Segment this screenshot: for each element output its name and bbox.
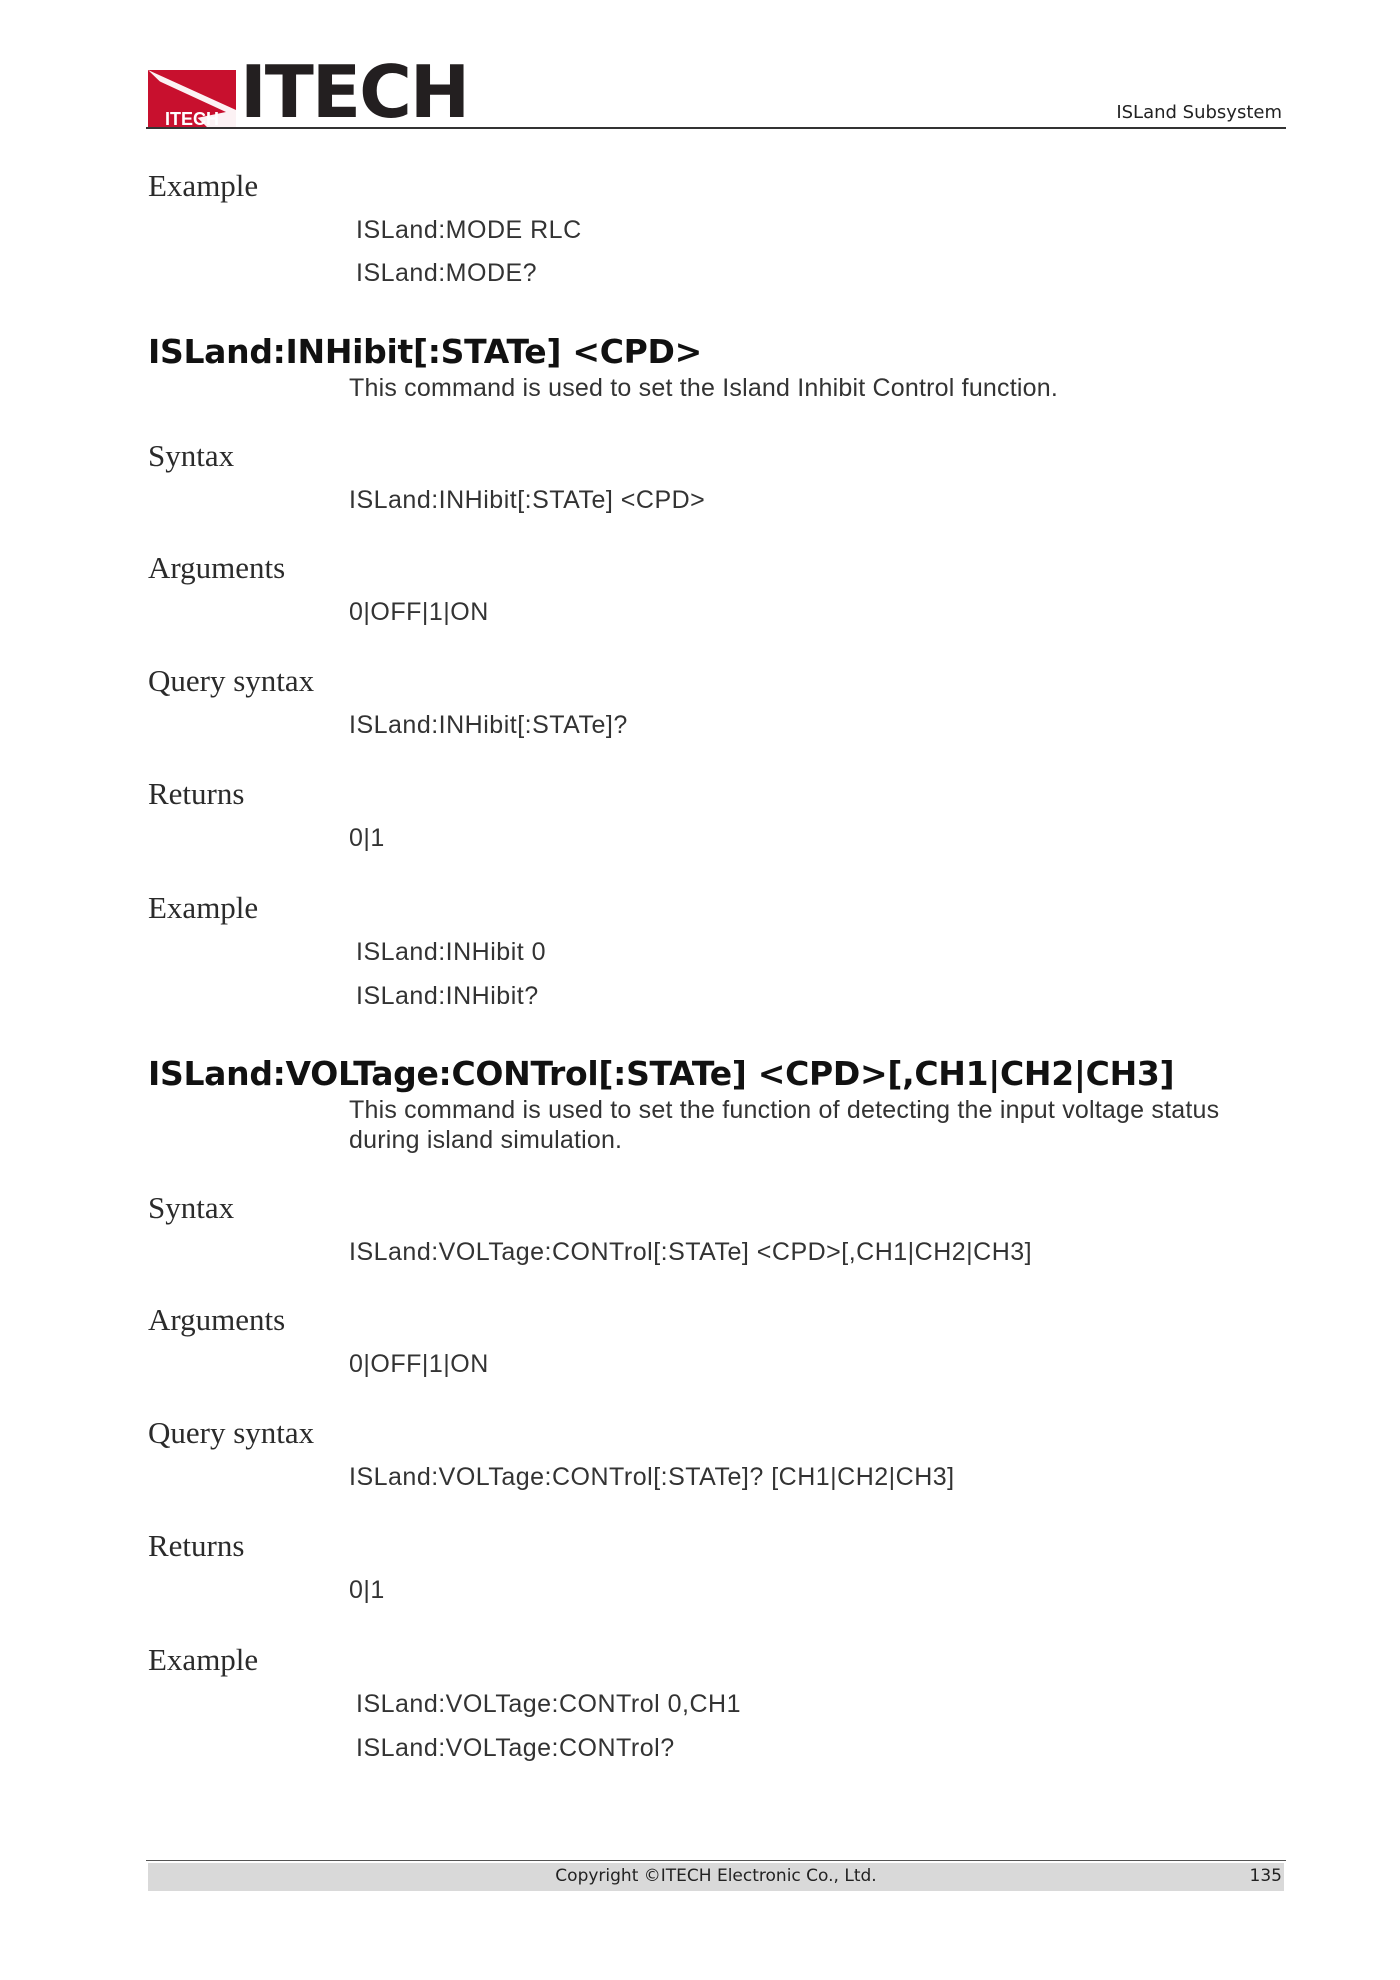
- syntax-value: ISLand:INHibit[:STATe] <CPD>: [349, 486, 706, 514]
- example-label: Example: [148, 168, 259, 203]
- example-line: ISLand:VOLTage:CONTrol 0,CH1: [356, 1690, 741, 1718]
- logo-mark-text: ITECH: [165, 109, 219, 128]
- logo-wordmark: ITECH: [240, 50, 469, 134]
- header-divider: [146, 127, 1286, 129]
- example-line: ISLand:VOLTage:CONTrol?: [356, 1734, 675, 1762]
- logo-mark-icon: [148, 70, 236, 128]
- copyright-text: Copyright ©ITECH Electronic Co., Ltd.: [555, 1866, 877, 1886]
- example-line: ISLand:MODE RLC: [356, 216, 582, 244]
- footer-divider: [146, 1860, 1286, 1861]
- example-line: ISLand:INHibit 0: [356, 938, 547, 966]
- page-number: 135: [1249, 1866, 1282, 1886]
- section-title: ISLand Subsystem: [1116, 102, 1282, 123]
- syntax-value: ISLand:VOLTage:CONTrol[:STATe] <CPD>[,CH1|CH2|CH3]: [349, 1238, 1033, 1266]
- returns-label: Returns: [148, 1528, 245, 1563]
- query-syntax-label: Query syntax: [148, 1415, 315, 1450]
- itech-logo: [148, 50, 469, 134]
- query-syntax-value: ISLand:INHibit[:STATe]?: [349, 711, 628, 739]
- example-label: Example: [148, 1642, 259, 1677]
- returns-value: 0|1: [349, 1576, 385, 1604]
- query-syntax-label: Query syntax: [148, 663, 315, 698]
- syntax-label: Syntax: [148, 438, 235, 473]
- syntax-label: Syntax: [148, 1190, 235, 1225]
- returns-value: 0|1: [349, 824, 385, 852]
- command-description: [349, 1095, 1249, 1155]
- returns-label: Returns: [148, 776, 245, 811]
- command-heading: ISLand:INHibit[:STATe] <CPD>: [148, 332, 702, 371]
- query-syntax-value: ISLand:VOLTage:CONTrol[:STATe]? [CH1|CH2|CH3]: [349, 1463, 955, 1491]
- description-line: during island simulation.: [349, 1126, 623, 1154]
- example-line: ISLand:INHibit?: [356, 982, 539, 1010]
- command-heading: ISLand:VOLTage:CONTrol[:STATe] <CPD>[,CH1|CH2|CH3]: [148, 1054, 1175, 1093]
- description-line: This command is used to set the function of detecting the input voltage status: [349, 1096, 1220, 1124]
- arguments-value: 0|OFF|1|ON: [349, 598, 489, 626]
- arguments-label: Arguments: [148, 550, 286, 585]
- command-description: This command is used to set the Island Inhibit Control function.: [349, 374, 1058, 402]
- arguments-value: 0|OFF|1|ON: [349, 1350, 489, 1378]
- example-line: ISLand:MODE?: [356, 259, 538, 287]
- example-label: Example: [148, 890, 259, 925]
- arguments-label: Arguments: [148, 1302, 286, 1337]
